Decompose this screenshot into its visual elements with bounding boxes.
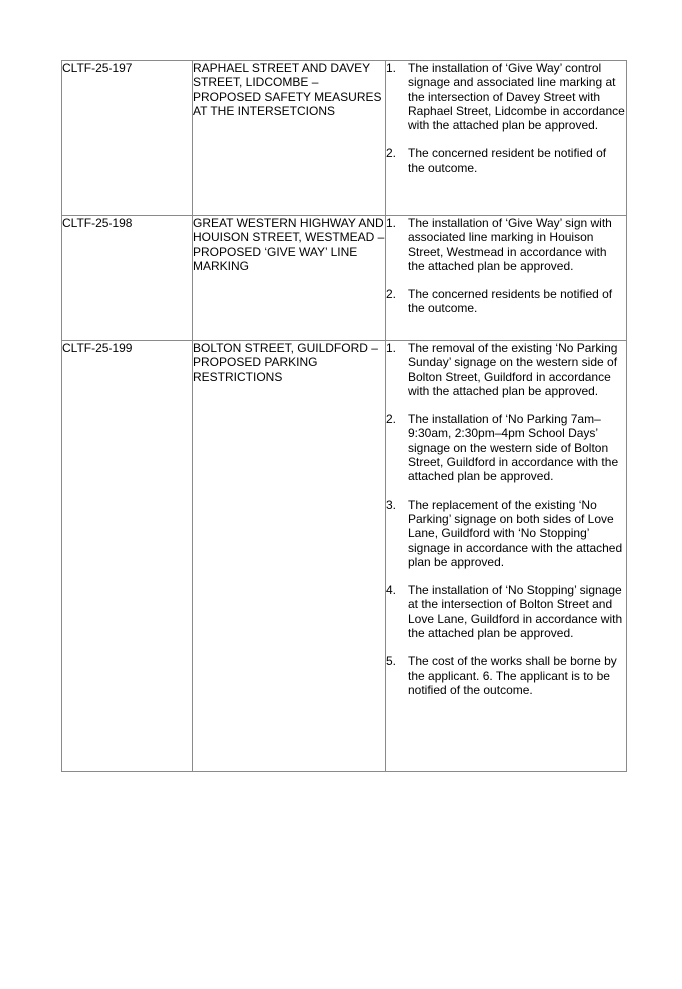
recommendation-list <box>386 61 626 175</box>
item-recommendations <box>386 216 627 341</box>
item-recommendations <box>386 61 627 216</box>
recommendation-number: 2. <box>386 146 397 161</box>
item-reference: CLTF-25-197 <box>62 61 193 216</box>
recommendation-item <box>386 146 626 175</box>
recommendation-list <box>386 341 626 697</box>
recommendation-list <box>386 216 626 316</box>
recommendation-number: 4. <box>386 583 397 598</box>
table-row <box>62 216 627 341</box>
recommendation-text: The installation of ‘Give Way’ sign with associated line marking in Houison Street, Westmead in accordance with the attached plan be approved. <box>408 216 612 273</box>
traffic-items-table <box>61 60 627 772</box>
recommendation-item <box>386 216 626 273</box>
item-reference: CLTF-25-199 <box>62 341 193 772</box>
recommendation-item <box>386 287 626 316</box>
item-recommendations <box>386 341 627 772</box>
recommendation-number: 1. <box>386 61 397 75</box>
recommendation-item <box>386 412 626 483</box>
recommendation-item <box>386 61 626 132</box>
recommendation-text: The removal of the existing ‘No Parking Sunday’ signage on the western side of Bolton Street, Guildford in accordance with the attached plan be approved. <box>408 341 618 398</box>
recommendation-text: The installation of ‘Give Way’ control signage and associated line marking at the intersection of Davey Street with Raphael Street, Lidcombe in accordance with the attached plan be approved. <box>408 61 625 133</box>
recommendation-text: The replacement of the existing ‘No Parking’ signage on both sides of Love Lane, Guildford with ‘No Stopping’ signage in accordance with the attached plan be approved. <box>408 497 623 569</box>
recommendation-item <box>386 341 626 398</box>
item-title: RAPHAEL STREET AND DAVEY STREET, LIDCOMBE – PROPOSED SAFETY MEASURES AT THE INTERSETCIONS <box>193 61 386 216</box>
item-reference: CLTF-25-198 <box>62 216 193 341</box>
recommendation-number: 5. <box>386 654 397 669</box>
recommendation-item <box>386 654 626 697</box>
table-row <box>62 61 627 216</box>
table-row <box>62 341 627 772</box>
recommendation-number: 1. <box>386 216 397 230</box>
recommendation-number: 3. <box>386 497 397 512</box>
recommendation-number: 2. <box>386 412 397 427</box>
recommendation-number: 2. <box>386 287 397 302</box>
recommendation-item <box>386 583 626 640</box>
recommendation-text: The cost of the works shall be borne by the applicant. 6. The applicant is to be notified of the outcome. <box>408 654 617 697</box>
recommendation-number: 1. <box>386 341 397 355</box>
recommendation-text: The concerned residents be notified of the outcome. <box>408 287 613 316</box>
recommendation-text: The concerned resident be notified of the outcome. <box>408 146 607 175</box>
item-title: BOLTON STREET, GUILDFORD – PROPOSED PARKING RESTRICTIONS <box>193 341 386 772</box>
item-title: GREAT WESTERN HIGHWAY AND HOUISON STREET, WESTMEAD – PROPOSED ‘GIVE WAY’ LINE MARKING <box>193 216 386 341</box>
recommendation-text: The installation of ‘No Stopping’ signage at the intersection of Bolton Street and Love Lane, Guildford in accordance with the attached plan be approved. <box>408 583 623 641</box>
recommendation-item <box>386 498 626 569</box>
recommendation-text: The installation of ‘No Parking 7am–9:30am, 2:30pm–4pm School Days’ signage on the western side of Bolton Street, Guildford in accordance with the attached plan be approved. <box>408 412 619 484</box>
